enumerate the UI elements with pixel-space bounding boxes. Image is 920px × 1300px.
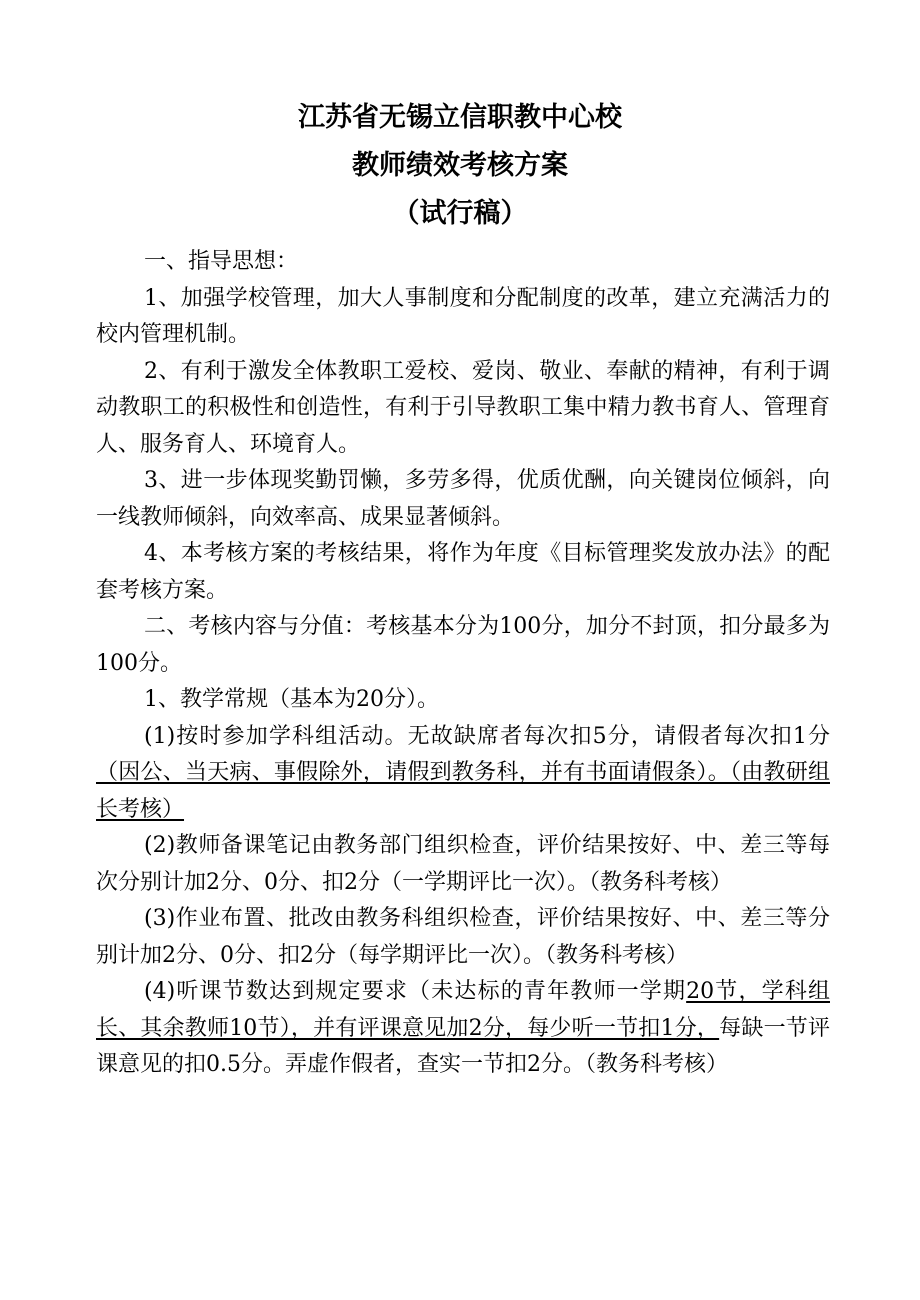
rule-4-text-end: 每缺一节评课意见的扣0.5分。弄虚作假者，查实一节扣2分。（教务科考核） [96, 1015, 830, 1077]
paragraph-item-1: 1、加强学校管理，加大人事制度和分配制度的改革，建立充满活力的校内管理机制。 [96, 285, 830, 347]
section-assessment-content: 二、考核内容与分值：考核基本分为100分，加分不封顶，扣分最多为100分。 [96, 614, 830, 676]
rule-4-text: (4)听课节数达到规定要求（未达标的青年教师一学期 [144, 979, 687, 1004]
paragraph-item-4: 4、本考核方案的考核结果，将作为年度《目标管理奖发放办法》的配套考核方案。 [96, 541, 830, 603]
draft-note-title: （试行稿） [392, 198, 528, 229]
rule-4-lesson-observation [96, 974, 830, 1084]
rule-2-lesson-plans: (2)教师备课笔记由教务部门组织检查，评价结果按好、中、差三等每次分别计加2分、0分、扣2分（一学期评比一次）。（教务科考核） [96, 833, 830, 895]
rule-1-underlined-note: （因公、当天病、事假除外，请假到教务科，并有书面请假条）。（由教研组长考核） [96, 760, 830, 822]
rule-3-homework: (3)作业布置、批改由教务科组织检查，评价结果按好、中、差三等分别计加2分、0分、扣2分（每学期评比一次）。（教务科考核） [96, 906, 830, 968]
paragraph-item-2: 2、有利于激发全体教职工爱校、爱岗、敬业、奉献的精神，有利于调动教职工的积极性和创造性，有利于引导教职工集中精力教书育人、管理育人、服务育人、环境育人。 [96, 358, 830, 457]
section-guiding-ideology: 一、指导思想： [144, 249, 299, 274]
subsection-teaching-routine: 1、教学常规（基本为20分）。 [144, 687, 439, 712]
rule-1-group-activity [96, 719, 830, 829]
paragraph-item-3: 3、进一步体现奖勤罚懒，多劳多得，优质优酬，向关键岗位倾斜，向一线教师倾斜，向效率高、成果显著倾斜。 [96, 468, 830, 530]
document-body [96, 244, 830, 1084]
school-name-title: 江苏省无锡立信职教中心校 [298, 102, 622, 133]
rule-4-underlined-requirement: 20节，学科组长、其余教师10节），并有评课意见加2分，每少听一节扣1分， [96, 979, 830, 1041]
rule-1-text: (1)按时参加学科组活动。无故缺席者每次扣5分，请假者每次扣1分 [144, 723, 830, 749]
plan-title: 教师绩效考核方案 [352, 150, 568, 181]
